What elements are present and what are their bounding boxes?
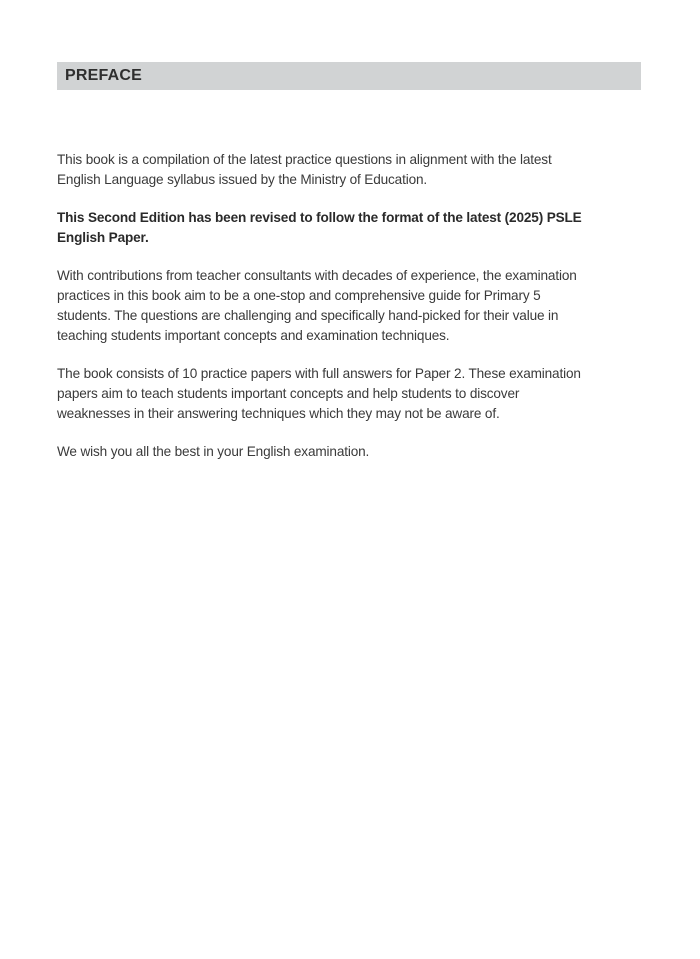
- text-line: This Second Edition has been revised to follow the format of the latest (2025) PSLE: [57, 210, 582, 225]
- text-line: This book is a compilation of the latest practice questions in alignment with the latest: [57, 152, 552, 167]
- text-line: papers aim to teach students important concepts and help students to discover: [57, 386, 520, 401]
- text-line: With contributions from teacher consultants with decades of experience, the examination: [57, 268, 577, 283]
- paragraph-contributions: [57, 266, 647, 346]
- page-title: PREFACE: [65, 67, 142, 84]
- text-line: We wish you all the best in your English examination.: [57, 444, 370, 459]
- text-line: The book consists of 10 practice papers with full answers for Paper 2. These examination: [57, 366, 581, 381]
- text-line: teaching students important concepts and examination techniques.: [57, 328, 450, 343]
- paragraph-closing: [57, 442, 647, 462]
- paragraph-contents: [57, 364, 647, 424]
- preface-body: [57, 150, 647, 480]
- text-line: English Language syllabus issued by the Ministry of Education.: [57, 172, 428, 187]
- text-line: weaknesses in their answering techniques which they may not be aware of.: [57, 406, 500, 421]
- paragraph-edition-note: [57, 208, 647, 248]
- text-line: students. The questions are challenging and specifically hand-picked for their value in: [57, 308, 559, 323]
- preface-header-bar: [57, 62, 641, 90]
- text-line: practices in this book aim to be a one-stop and comprehensive guide for Primary 5: [57, 288, 541, 303]
- text-line: English Paper.: [57, 230, 149, 245]
- paragraph-intro: [57, 150, 647, 190]
